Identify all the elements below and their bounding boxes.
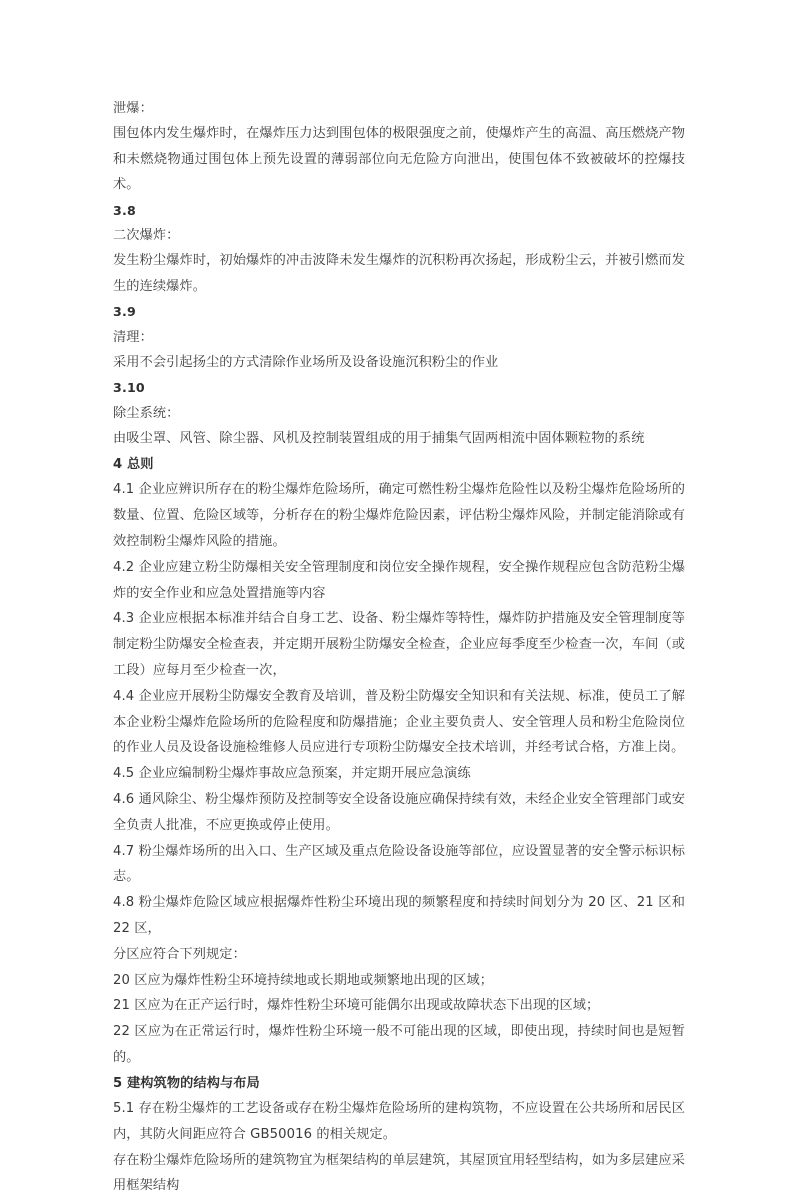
clause-5-1-continuation: 存在粉尘爆炸危险场所的建筑物宜为框架结构的单层建筑，其屋顶宜用轻型结构，如为多层建应采用框架结构 bbox=[113, 1152, 685, 1194]
term-name-3-7: 泄爆： bbox=[113, 101, 153, 116]
section-heading-5: 5 建构筑物的结构与布局 bbox=[113, 1075, 260, 1091]
clause-number-3-8: 3.8 bbox=[113, 202, 136, 218]
clause-4-3: 4.3 企业应根据本标准并结合自身工艺、设备、粉尘爆炸等特性，爆炸防护措施及安全管理制度等制定粉尘防爆安全检查表，并定期开展粉尘防爆安全检查，企业应每季度至少检查一次，车间（或工段）应每月至少检查一次， bbox=[113, 611, 685, 679]
clause-4-5: 4.5 企业应编制粉尘爆炸事故应急预案，并定期开展应急演练 bbox=[113, 766, 471, 782]
section-4-block bbox=[113, 452, 685, 942]
term-name-3-10: 除尘系统： bbox=[113, 405, 180, 421]
clause-5-1: 5.1 存在粉尘爆炸的工艺设备或存在粉尘爆炸危险场所的建构筑物，不应设置在公共场所和居民区内，其防火间距应符合 GB50016 的相关规定。 bbox=[113, 1101, 685, 1142]
term-text-3-10: 由吸尘罩、风管、除尘器、风机及控制装置组成的用于捕集气固两相流中固体颗粒物的系统 bbox=[113, 431, 645, 447]
term-text-3-7: 围包体内发生爆炸时，在爆炸压力达到围包体的极限强度之前，使爆炸产生的高温、高压燃烧产物和未燃烧物通过围包体上预先设置的薄弱部位向无危险方向泄出，使围包体不致被破坏的控爆技术。 bbox=[113, 126, 685, 193]
term-name-3-8: 二次爆炸： bbox=[113, 228, 180, 244]
term-text-3-9: 采用不会引起扬尘的方式清除作业场所及设备设施沉积粉尘的作业 bbox=[113, 355, 499, 371]
section-5-block bbox=[113, 1071, 685, 1199]
zone-definitions-block bbox=[113, 942, 685, 1071]
clause-number-3-10: 3.10 bbox=[113, 380, 145, 396]
clause-4-7: 4.7 粉尘爆炸场所的出入口、生产区域及重点危险设备设施等部位，应设置显著的安全警示标识标志。 bbox=[113, 843, 685, 885]
section-heading-4: 4 总则 bbox=[113, 456, 154, 472]
clause-4-1: 4.1 企业应辨识所存在的粉尘爆炸危险场所，确定可燃性粉尘爆炸危险性以及粉尘爆炸危险场所的数量、位置、危险区域等，分析存在的粉尘爆炸危险因素，评估粉尘爆炸风险，并制定能消除或有效控制粉尘爆炸风险的措施。 bbox=[113, 482, 685, 550]
zone-22-definition: 22 区应为在正常运行时，爆炸性粉尘环境一般不可能出现的区域，即使出现，持续时间也是短暂的。 bbox=[113, 1024, 685, 1066]
term-text-3-8: 发生粉尘爆炸时，初始爆炸的冲击波降未发生爆炸的沉积粉再次扬起，形成粉尘云，并被引燃而发生的连续爆炸。 bbox=[113, 253, 685, 294]
clause-number-3-9: 3.9 bbox=[113, 304, 136, 320]
definitions-block bbox=[113, 96, 685, 452]
zone-21-definition: 21 区应为在正产运行时，爆炸性粉尘环境可能偶尔出现或故障状态下出现的区域； bbox=[113, 998, 600, 1014]
clause-4-8: 4.8 粉尘爆炸危险区域应根据爆炸性粉尘环境出现的频繁程度和持续时间划分为 20 区、21 区和 22 区， bbox=[113, 895, 685, 937]
zone-20-definition: 20 区应为爆炸性粉尘环境持续地或长期地或频繁地出现的区域； bbox=[113, 972, 494, 988]
clause-4-2: 4.2 企业应建立粉尘防爆相关安全管理制度和岗位安全操作规程，安全操作规程应包含防范粉尘爆炸的安全作业和应急处置措施等内容 bbox=[113, 559, 685, 601]
clause-4-6: 4.6 通风除尘、粉尘爆炸预防及控制等安全设备设施应确保持续有效，未经企业安全管理部门或安全负责人批准，不应更换或停止使用。 bbox=[113, 792, 685, 833]
document-text-body bbox=[113, 96, 685, 1199]
term-name-3-9: 清理： bbox=[113, 329, 153, 345]
zone-intro: 分区应符合下列规定： bbox=[113, 946, 246, 962]
clause-4-4: 4.4 企业应开展粉尘防爆安全教育及培训，普及粉尘防爆安全知识和有关法规、标准，使员工了解本企业粉尘爆炸危险场所的危险程度和防爆措施；企业主要负责人、安全管理人员和粉尘危险岗位的作业人员及设备设施检维修人员应进行专项粉尘防爆安全技术培训，并经考试合格，方准上岗。 bbox=[113, 688, 685, 756]
